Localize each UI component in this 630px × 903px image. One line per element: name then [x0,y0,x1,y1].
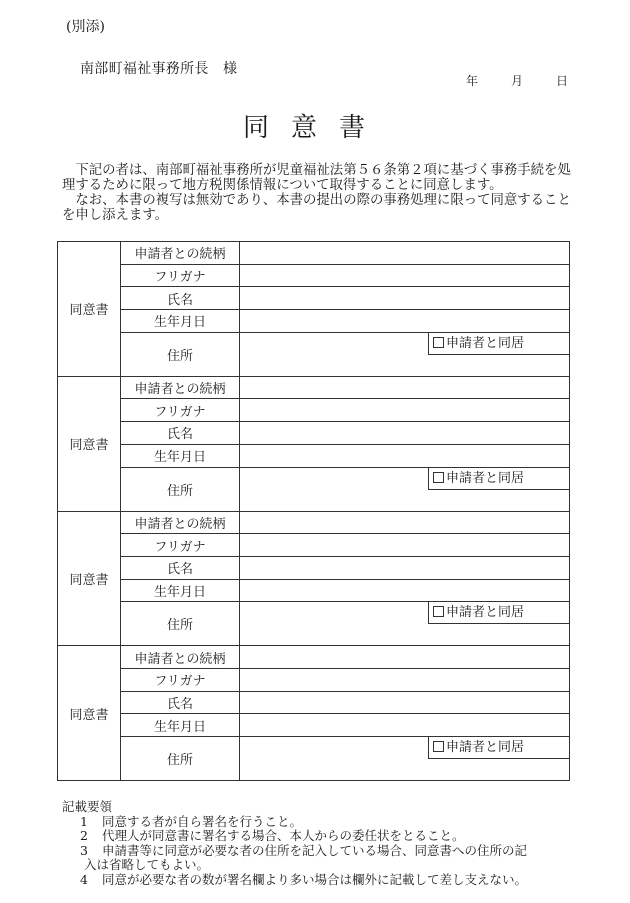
consent-paragraph-1: 下記の者は、南部町福祉事務所が児童福祉法第５６条第２項に基づく事務手続を処理するために限って地方税関係情報について取得することに同意します。 [62,163,571,193]
form-row [58,556,570,579]
consent-group-label: 同意書 [58,376,121,511]
checkbox-icon[interactable] [433,472,444,483]
cohabit-label: 申請者と同居 [446,740,525,755]
address-field-input[interactable] [240,332,570,376]
consent-form-table [57,241,570,781]
address-field-label: 住所 [121,602,240,646]
form-row [58,511,570,534]
cohabit-checkbox[interactable] [428,468,569,490]
form-row [58,737,570,781]
form-row [58,668,570,691]
form-row [58,332,570,376]
consent-paragraph-2: なお、本書の複写は無効であり、本書の提出の際の事務処理に限って同意することを申し添えます。 [62,193,571,223]
form-row [58,691,570,714]
instructions-heading: 記載要領 [62,799,113,814]
form-row [58,579,570,602]
consent-group-label: 同意書 [58,242,121,377]
form-row [58,399,570,422]
checkbox-icon[interactable] [433,606,444,617]
form-row [58,467,570,511]
furigana-field-input[interactable] [240,399,570,422]
form-row [58,646,570,669]
page-title: 同意書 [242,113,387,143]
cohabit-label: 申請者と同居 [446,605,525,621]
instruction-item: 4 同意が必要な者の数が署名欄より多い場合は欄外に記載して差し支えない。 [80,871,528,887]
instruction-item-continuation: 入は省略してもよい。 [84,857,210,873]
address-field-label: 住所 [121,737,240,781]
cohabit-label: 申請者と同居 [446,470,525,486]
address-field-input[interactable] [240,467,570,511]
relationship-field-input[interactable] [240,242,570,265]
birthdate-field-label: 生年月日 [121,444,240,467]
name-field-input[interactable] [240,691,570,714]
date-line [466,72,568,89]
name-field-label: 氏名 [121,556,240,579]
form-row [58,444,570,467]
birthdate-field-label: 生年月日 [121,310,240,333]
addressee: 南部町福祉事務所長 様 [80,61,238,77]
furigana-field-input[interactable] [240,668,570,691]
relationship-field-label: 申請者との続柄 [121,511,240,534]
form-row [58,422,570,445]
date-year: 年 [466,74,479,88]
instruction-item: 2 代理人が同意書に署名する場合、本人からの委任状をとること。 [80,828,465,844]
consent-group-label: 同意書 [58,511,121,646]
consent-statement [62,163,582,223]
relationship-field-label: 申請者との続柄 [121,242,240,265]
birthdate-field-input[interactable] [240,714,570,737]
instruction-item: 3 申請書等に同意が必要な者の住所を記入している場合、同意書への住所の記 [80,842,528,858]
cohabit-label: 申請者と同居 [446,335,525,351]
furigana-field-input[interactable] [240,264,570,287]
form-row [58,264,570,287]
relationship-field-input[interactable] [240,646,570,669]
instruction-item: 1 同意する者が自ら署名を行うこと。 [80,813,303,829]
consent-group-label: 同意書 [58,646,121,781]
form-row [58,602,570,646]
instructions [62,800,577,888]
checkbox-icon[interactable] [433,741,444,752]
name-field-input[interactable] [240,287,570,310]
date-day: 日 [556,74,569,88]
form-row [58,714,570,737]
birthdate-field-input[interactable] [240,579,570,602]
form-row [58,242,570,265]
checkbox-icon[interactable] [433,337,444,348]
furigana-field-label: フリガナ [121,399,240,422]
name-field-label: 氏名 [121,422,240,445]
name-field-label: 氏名 [121,691,240,714]
birthdate-field-label: 生年月日 [121,714,240,737]
relationship-field-label: 申請者との続柄 [121,646,240,669]
address-field-input[interactable] [240,737,570,781]
birthdate-field-label: 生年月日 [121,579,240,602]
name-field-input[interactable] [240,556,570,579]
birthdate-field-input[interactable] [240,310,570,333]
relationship-field-input[interactable] [240,511,570,534]
cohabit-checkbox[interactable] [428,602,569,624]
form-row [58,287,570,310]
relationship-field-input[interactable] [240,376,570,399]
date-month: 月 [511,74,524,88]
cohabit-checkbox[interactable] [428,333,569,355]
form-row [58,310,570,333]
furigana-field-label: フリガナ [121,668,240,691]
furigana-field-label: フリガナ [121,264,240,287]
name-field-input[interactable] [240,422,570,445]
address-field-label: 住所 [121,467,240,511]
form-row [58,376,570,399]
address-field-label: 住所 [121,332,240,376]
address-field-input[interactable] [240,602,570,646]
form-row [58,534,570,557]
relationship-field-label: 申請者との続柄 [121,376,240,399]
furigana-field-input[interactable] [240,534,570,557]
birthdate-field-input[interactable] [240,444,570,467]
name-field-label: 氏名 [121,287,240,310]
furigana-field-label: フリガナ [121,534,240,557]
attachment-label: (別添) [66,19,105,35]
cohabit-checkbox[interactable] [428,737,569,759]
